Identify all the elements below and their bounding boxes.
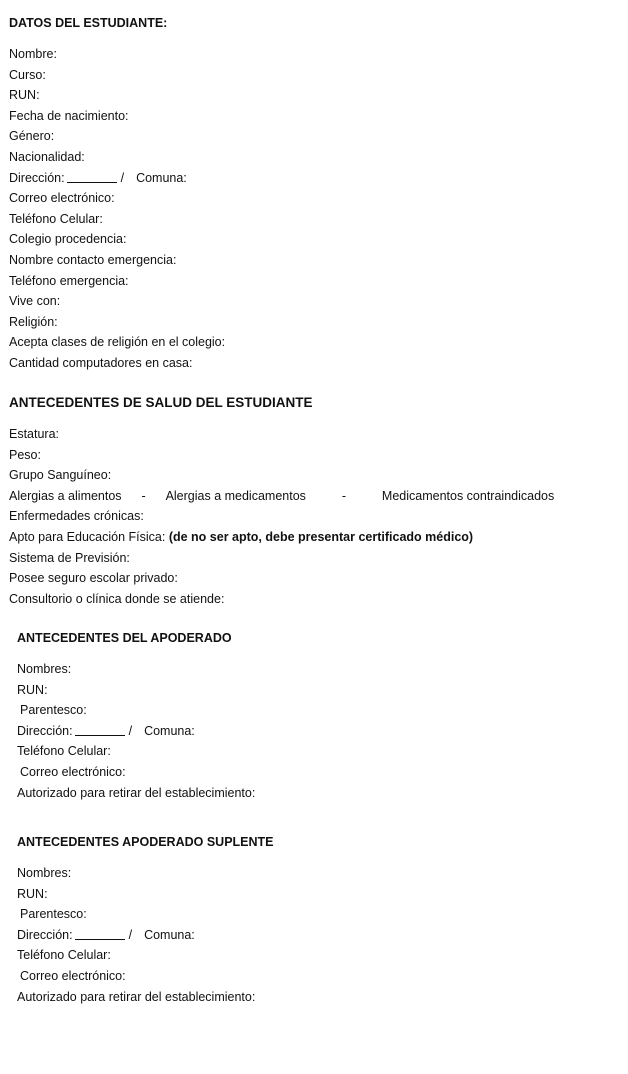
substitute-authorized-label: Autorizado para retirar del establecimiento: — [17, 989, 256, 1004]
substitute-guardian-section — [17, 833, 274, 1007]
lives-with-label: Vive con: — [9, 294, 61, 309]
substitute-comuna-label: Comuna: — [144, 927, 195, 942]
health-system-label: Sistema de Previsión: — [9, 550, 130, 565]
blood-group-label: Grupo Sanguíneo: — [9, 468, 112, 483]
guardian-comuna-label: Comuna: — [144, 723, 195, 738]
private-insurance-label: Posee seguro escolar privado: — [9, 571, 178, 586]
drug-allergies-label: Alergias a medicamentos — [165, 488, 306, 503]
student-heading: DATOS DEL ESTUDIANTE: — [9, 16, 168, 30]
substitute-run-label: RUN: — [17, 886, 48, 901]
guardian-names-label: Nombres: — [17, 662, 72, 676]
substitute-heading: ANTECEDENTES APODERADO SUPLENTE — [17, 835, 274, 849]
emergency-phone-label: Teléfono emergencia: — [9, 273, 129, 288]
student-school-label: Colegio procedencia: — [9, 232, 127, 247]
guardian-phone-label: Teléfono Celular: — [17, 744, 111, 759]
student-comuna-label: Comuna: — [136, 170, 187, 185]
religion-label: Religión: — [9, 314, 58, 329]
health-heading: ANTECEDENTES DE SALUD DEL ESTUDIANTE — [9, 395, 313, 410]
accepts-religion-label: Acepta clases de religión en el colegio: — [9, 335, 226, 350]
weight-label: Peso: — [9, 447, 41, 462]
substitute-address-row — [17, 925, 274, 946]
student-address-label: Dirección: — [9, 170, 65, 185]
substitute-email-label: Correo electrónico: — [20, 968, 126, 983]
student-nationality-label: Nacionalidad: — [9, 149, 85, 164]
food-allergies-label: Alergias a alimentos — [9, 488, 122, 503]
separator-dash: - — [141, 488, 146, 503]
guardian-address-row — [17, 721, 255, 742]
separator-dash: - — [341, 488, 346, 503]
address-separator: / — [120, 170, 125, 185]
guardian-section — [17, 629, 255, 803]
clinic-label: Consultorio o clínica donde se atiende: — [9, 591, 225, 606]
student-section — [9, 14, 225, 374]
address-separator: / — [128, 723, 133, 738]
student-phone-label: Teléfono Celular: — [9, 211, 103, 226]
student-name-label: Nombre: — [9, 47, 57, 61]
guardian-heading: ANTECEDENTES DEL APODERADO — [17, 631, 232, 645]
allergies-row — [9, 486, 554, 507]
chronic-diseases-label: Enfermedades crónicas: — [9, 509, 144, 524]
student-birthdate-label: Fecha de nacimiento: — [9, 108, 129, 123]
pe-fitness-label: Apto para Educación Física: — [9, 529, 166, 544]
substitute-phone-label: Teléfono Celular: — [17, 948, 111, 963]
student-course-label: Curso: — [9, 67, 46, 82]
medical-certificate-note: (de no ser apto, debe presentar certificado médico) — [168, 529, 474, 544]
address-blank-line — [67, 170, 117, 183]
pe-fitness-row — [9, 527, 554, 548]
student-gender-label: Género: — [9, 129, 55, 144]
student-email-label: Correo electrónico: — [9, 191, 115, 206]
substitute-names-label: Nombres: — [17, 866, 72, 880]
substitute-relationship-label: Parentesco: — [20, 907, 87, 922]
computers-label: Cantidad computadores en casa: — [9, 355, 193, 370]
substitute-address-label: Dirección: — [17, 927, 73, 942]
health-section — [9, 394, 554, 609]
guardian-email-label: Correo electrónico: — [20, 764, 126, 779]
student-run-label: RUN: — [9, 88, 40, 103]
guardian-authorized-label: Autorizado para retirar del establecimiento: — [17, 785, 256, 800]
guardian-run-label: RUN: — [17, 682, 48, 697]
guardian-relationship-label: Parentesco: — [20, 703, 87, 718]
address-blank-line — [75, 927, 125, 940]
guardian-address-label: Dirección: — [17, 723, 73, 738]
address-blank-line — [75, 723, 125, 736]
height-label: Estatura: — [9, 427, 60, 441]
emergency-contact-label: Nombre contacto emergencia: — [9, 252, 177, 267]
contraindicated-drugs-label: Medicamentos contraindicados — [381, 488, 555, 503]
student-address-row — [9, 168, 225, 189]
address-separator: / — [128, 927, 133, 942]
